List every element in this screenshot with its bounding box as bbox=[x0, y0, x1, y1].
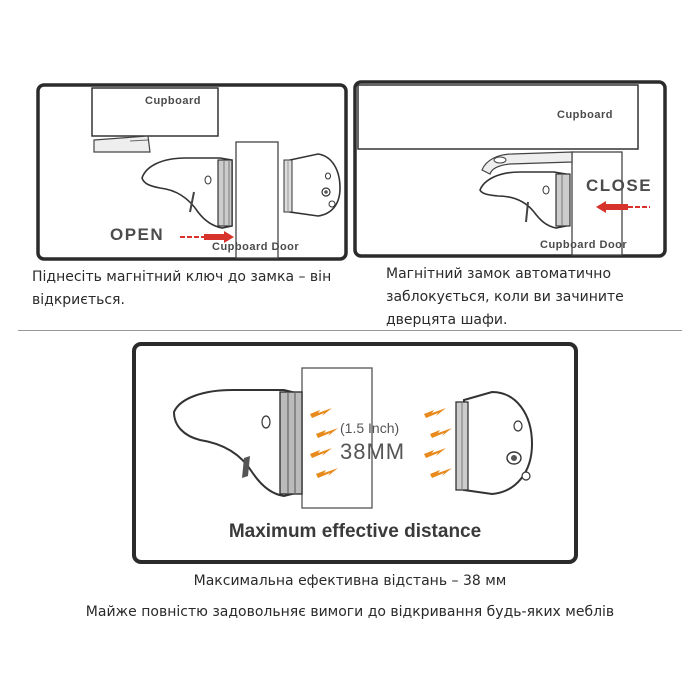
cupboard-door-label: Cupboard Door bbox=[540, 239, 628, 251]
mm-label: 38MM bbox=[340, 439, 406, 464]
close-label: CLOSE bbox=[586, 176, 653, 195]
distance-title: Maximum effective distance bbox=[228, 521, 482, 542]
close-caption: Магнітний замок автоматично заблокується, коли ви зачините дверцята шафи. bbox=[386, 266, 624, 328]
open-caption: Піднесіть магнітний ключ до замка – він відкриється. bbox=[32, 269, 332, 308]
open-label: OPEN bbox=[110, 225, 165, 244]
open-panel bbox=[0, 0, 350, 330]
compat-caption: Майже повністю задовольняє вимоги до відкривання будь-яких меблів bbox=[85, 604, 615, 620]
distance-panel bbox=[0, 330, 700, 570]
cupboard-door bbox=[302, 368, 372, 508]
close-panel bbox=[350, 0, 700, 330]
cupboard-door-label: Cupboard Door bbox=[212, 241, 300, 253]
cupboard-label: Cupboard bbox=[557, 109, 613, 121]
magnetic-key bbox=[464, 392, 532, 494]
distance-caption: Максимальна ефективна відстань – 38 мм bbox=[193, 573, 507, 589]
inch-label: (1.5 Inch) bbox=[340, 420, 400, 436]
cupboard-label: Cupboard bbox=[145, 95, 201, 107]
